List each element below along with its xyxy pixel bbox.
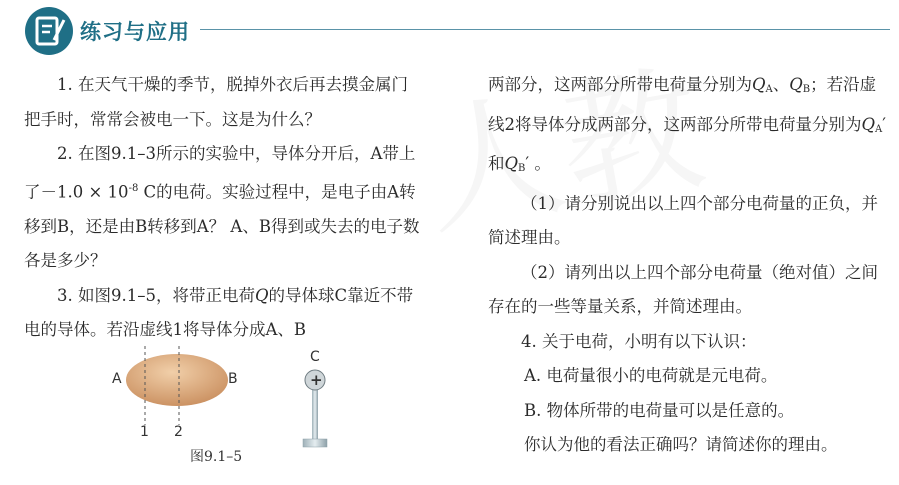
question-4-prompt: 你认为他的看法正确吗？请简述你的理由。 (524, 435, 838, 454)
label-line-1: 1 (140, 424, 149, 440)
neutral-conductor (126, 354, 228, 406)
question-3-cont: 两部分，这两部分所带电荷量分别为$Q_A$、$Q_B$；若沿虚线2将导体分成两部分，这两部分所带电荷量分别为$Q_A'$ 和$Q_B'$ 。 (488, 75, 887, 174)
header-divider (200, 29, 890, 30)
question-1: 1. 在天气干燥的季节，脱掉外衣后再去摸金属门把手时，常常会被电一下。这是为什么？ (24, 75, 408, 129)
question-3-start: 3. 如图9.1–5，将带正电荷Q的导体球C靠近不带电的导体。若沿虚线1将导体分成A、B (24, 285, 414, 339)
question-4-option-b: B. 物体所带的电荷量可以是任意的。 (524, 400, 795, 420)
left-column (24, 68, 424, 348)
insulating-stand (312, 389, 318, 447)
section-title: 练习与应用 (80, 20, 190, 44)
figure-caption: 图9.1–5 (190, 449, 243, 465)
question-3-part-2: （2）请列出以上四个部分电荷量（绝对值）之间存在的一些等量关系，并简述理由。 (488, 262, 878, 316)
plus-sign: + (310, 371, 323, 389)
label-c: C (310, 349, 320, 365)
notebook-pen-icon (24, 6, 74, 56)
question-3-part-1: （1）请分别说出以上四个部分电荷量的正负，并简述理由。 (488, 193, 878, 247)
question-4-option-a: A. 电荷量很小的电荷就是元电荷。 (524, 366, 778, 385)
section-header (0, 0, 899, 62)
right-column (488, 68, 888, 463)
label-b: B (228, 371, 238, 387)
stand-base (303, 439, 327, 447)
question-2: 2. 在图9.1–3所示的实验中，导体分开后，A带上了$-1.0 \times 10^{-8}$ C的电荷。实验过程中，是电子由A转移到B，还是由B转移到A？ A、B得到或失去的电子数各是多少？ (24, 144, 420, 270)
question-4: 4. 关于电荷，小明有以下认识： (521, 331, 757, 351)
label-a: A (112, 371, 122, 387)
label-line-2: 2 (174, 424, 183, 440)
